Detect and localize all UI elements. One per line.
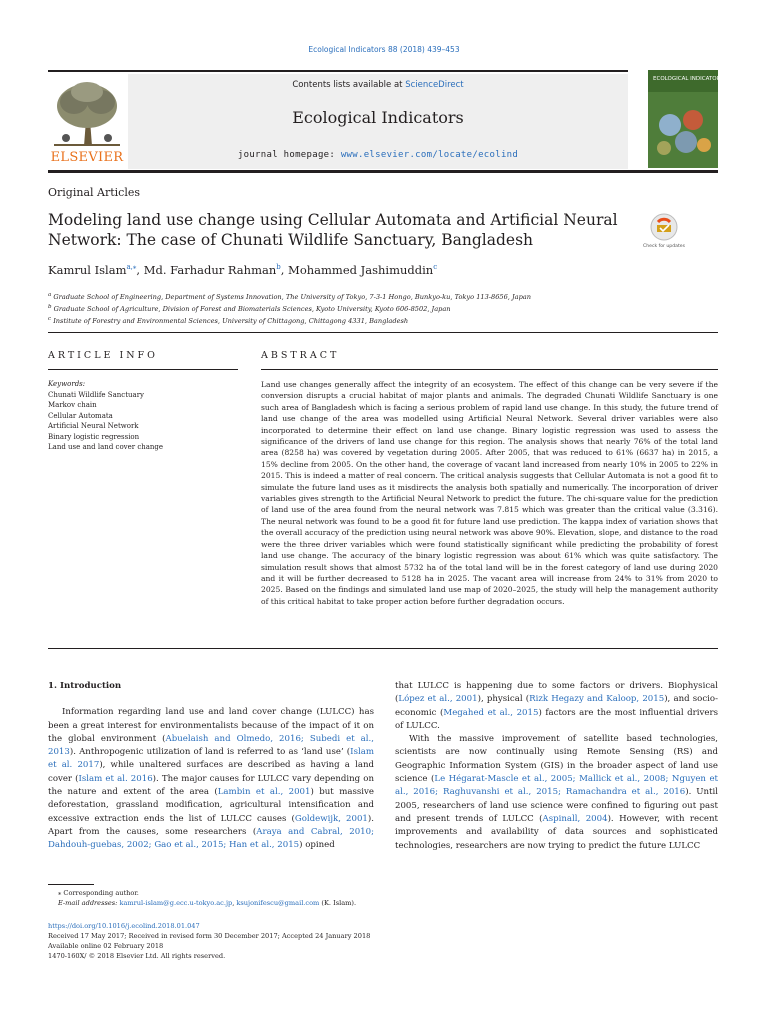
body-column-left [48, 680, 374, 853]
publisher-wordmark: ELSEVIER [50, 150, 124, 165]
check-updates-label: Check for updates [643, 244, 685, 249]
author-affiliation-marker[interactable]: c [433, 263, 438, 272]
section-rule [48, 332, 718, 333]
citation-link[interactable]: Aspinall, 2004 [542, 813, 608, 824]
keywords-label: Keywords: [48, 380, 86, 388]
top-rule [48, 70, 628, 72]
corresponding-author-note: ⁎ Corresponding author. [58, 889, 139, 897]
citation-link[interactable]: Islam et al. 2017 [48, 747, 374, 771]
author-affiliation-marker[interactable]: a,⁎ [126, 263, 137, 272]
copyright-line: 1470-160X/ © 2018 Elsevier Ltd. All rights reserved. [48, 952, 226, 960]
email-link[interactable]: ksujonifescu@gmail.com [236, 899, 320, 907]
sciencedirect-link[interactable]: ScienceDirect [405, 80, 464, 90]
journal-citation-link[interactable]: Ecological Indicators 88 (2018) 439–453 [308, 45, 460, 54]
keyword-item: Cellular Automata [48, 411, 113, 420]
body-rule [48, 648, 718, 649]
paragraph-text: ). However, with recent improvements and availability of data sources and sophisticated technologies, researchers are now trying to predict the future LULCC [395, 813, 719, 851]
abstract-heading: ABSTRACT [261, 350, 340, 361]
affiliation-list [48, 290, 531, 327]
paragraph-text: ). The major causes for LULCC vary depending on the nature and extent of the area ( [48, 773, 374, 798]
citation-link[interactable]: Goldewijk, 2001 [294, 813, 368, 824]
author-name[interactable]: Md. Farhadur Rahman [143, 263, 277, 277]
keyword-item: Land use and land cover change [48, 443, 164, 451]
author-list: Kamrul Islam$^{a,⁎}$, Md. Farhadur Rahman$^b$, Mohammed Jashimuddin$^c$ [48, 263, 438, 277]
paragraph-text: ), while unaltered surfaces are described as having a land cover ( [48, 760, 374, 784]
paragraph-text: that LULCC is happening due to some factors or drivers. Biophysical ( [395, 681, 718, 705]
affiliation-item: $^c$ Institute of Forestry and Environmental Sciences, University of Chittagong, Chittagong 4331, Bangladesh [48, 316, 409, 326]
article-info-rule [48, 369, 238, 370]
keyword-item: Chunati Wildlife Sanctuary [48, 390, 144, 399]
citation-link[interactable]: Abuelaish and Olmedo, 2016; Subedi et al., 2013 [48, 733, 374, 758]
abstract-rule [261, 369, 718, 370]
paragraph-text: ), and socio-economic ( [395, 694, 718, 718]
paragraph-text: With the massive improvement of satellite based technologies, scientists are now continually using Remote Sensing (RS) and Geographic Information System (GIS) in the broader aspect of land use science ( [395, 734, 718, 785]
contents-prefix: Contents lists available at [292, 80, 406, 90]
paragraph-text: ). Until 2005, researchers of land use science were confined to figuring out past and present trends of LULCC ( [395, 787, 718, 824]
body-paragraph [48, 706, 374, 852]
homepage-label: journal homepage: [237, 150, 341, 160]
homepage-line [128, 150, 628, 160]
paragraph-text: Information regarding land use and land cover change (LULCC) has been a great interest for environmentalists because of the impact of it on the global environment ( [48, 707, 374, 744]
contents-line [128, 80, 628, 90]
paragraph-text: ) factors are the most influential drivers of LULCC. [395, 707, 718, 731]
section-heading: 1. Introduction [48, 681, 122, 691]
received-dates: Received 17 May 2017; Received in revised form 30 December 2017; Accepted 24 January 2018 [48, 932, 371, 940]
abstract-text: Land use changes generally affect the integrity of an ecosystem. The effect of this change can be very severe if the conversion disrupts a crucial habitat of major plants and animals. The degraded Chunati Wildlife Sanctuary is one such area of Bangladesh which is facing a serious problem of rapid land use change. In this study, the future trend of land use change of the area was modelled using Artificial Neural Network. Several driver variables were also incorporated to determine their effect on land use change. Binary logistic regression was used to assess the significance of the drivers of land use change for this region. The analysis shows that nearly 76% of the total land area (8258 ha) was covered by vegetation during 2005. After 2005, that was reduced to 61% (6637 ha) in 2015, a 15% decline from 2005. On the other hand, the coverage of vacant land increased from nearly 10% in 2005 to 22% in 2015. This is indeed a matter of real concern. The critical analysis suggests that Cellular Automata is not a good fit to simulate the future land uses as it misdirects the analysis both spatially and numerically. The incorporation of driver variables gives strength to the Artificial Neural Network to predict the future. The chi-square value for the prediction of land use of the area found from the neural network was 7.815 which was greater than the critical value (3.316). The neural network was found to be a good fit for future land use prediction. The kappa index of variation shows that the overall accuracy of the prediction using neural network was above 90%. Elevation, slope, and distance to the road were the three driver variables which were found statistically significant while predicting the probability of forest land use change. The accuracy of the binary logistic regression was about 61% which was quite satisfactory. The simulation result shows that almost 5732 ha of the total land will be in the forest category of land use during 2020 and it will be further decreased to 5128 ha in 2025. The vacant area will increase from 24% to 31% from 2020 to 2025. Based on the findings and simulated land use map of 2020–2025, the study will help the management authority of this critical habitat to take proper action before further degradation occurs. [261, 380, 718, 606]
author-name[interactable]: Mohammed Jashimuddin [288, 263, 434, 277]
check-for-updates-icon[interactable] [643, 212, 685, 256]
email-link[interactable]: kamrul-islam@g.ecc.u-tokyo.ac.jp [119, 899, 233, 907]
citation-link[interactable]: López et al., 2001 [398, 694, 478, 705]
publication-info [48, 921, 370, 961]
citation-link[interactable]: Lambin et al., 2001 [217, 787, 311, 798]
keyword-item: Binary logistic regression [48, 432, 140, 441]
keyword-item: Markov chain [48, 401, 97, 409]
citation-link[interactable]: Megahed et al., 2015 [443, 707, 539, 718]
footnotes: ⁎ Corresponding author. E-mail addresses: kamrul-islam@g.ecc.u-tokyo.ac.jp, ksujonifescu@gmail.com (K. Islam). [48, 888, 356, 908]
section-type: Original Articles [48, 186, 140, 199]
header-bottom-rule [48, 170, 718, 173]
citation-link[interactable]: Rizk Hegazy and Kaloop, 2015 [529, 694, 665, 705]
affiliation-item: $^b$ Graduate School of Agriculture, Division of Forest and Biomaterials Sciences, Kyoto University, Kyoto 606-8502, Japan [48, 304, 451, 314]
homepage-link[interactable]: www.elsevier.com/locate/ecolind [340, 150, 519, 160]
affiliation-item: $^a$ Graduate School of Engineering, Department of Systems Innovation, The University of Tokyo, 7-3-1 Hongo, Bunkyo-ku, Tokyo 113-8656, Japan [48, 292, 531, 302]
keyword-item: Artificial Neural Network [48, 422, 139, 430]
author-affiliation-marker[interactable]: b [276, 263, 281, 272]
footnote-rule [48, 884, 94, 885]
author-name[interactable]: Kamrul Islam [48, 263, 127, 277]
doi-link[interactable]: https://doi.org/10.1016/j.ecolind.2018.01.047 [48, 922, 200, 930]
citation-link[interactable]: Le Hégarat-Mascle et al., 2005; Mallick et al., 2008; Nguyen et al., 2016; Raghuvanshi et al., 2015; Ramachandra et al., 2016 [395, 774, 718, 798]
journal-cover-image [648, 70, 724, 168]
cover-title: ECOLOGICAL INDICATORS [653, 76, 724, 82]
citation-link[interactable]: Islam et al. 2016 [78, 773, 153, 784]
paragraph-text: ) but massive deforestation, grassland modification, agricultural intensification and excessive extraction ends the list of LULCC causes ( [48, 787, 374, 824]
article-info-heading: ARTICLE INFO [48, 350, 158, 361]
article-title: Modeling land use change using Cellular Automata and Artificial Neural Network: The case of Chunati Wildlife Sanctuary, Bangladesh [48, 211, 618, 249]
body-column-right [395, 680, 718, 853]
body-paragraph [395, 733, 718, 853]
paragraph-text: ), physical ( [477, 694, 530, 705]
available-online-date: Available online 02 February 2018 [48, 942, 164, 950]
body-paragraph [395, 680, 718, 733]
paragraph-text: ). Apart from the causes, some researchers ( [48, 813, 374, 837]
citation-link[interactable]: Araya and Cabral, 2010; Dahdouh-guebas, 2002; Gao et al., 2015; Han et al., 2015 [48, 826, 375, 851]
journal-name: Ecological Indicators [292, 108, 464, 127]
email-suffix: (K. Islam). [319, 899, 357, 907]
paragraph-text: ) opined [299, 840, 335, 851]
paragraph-text: ). Anthropogenic utilization of land is referred to as ‘land use’ ( [69, 747, 351, 758]
email-label: E-mail addresses: [58, 899, 120, 907]
keywords-block [48, 379, 163, 453]
